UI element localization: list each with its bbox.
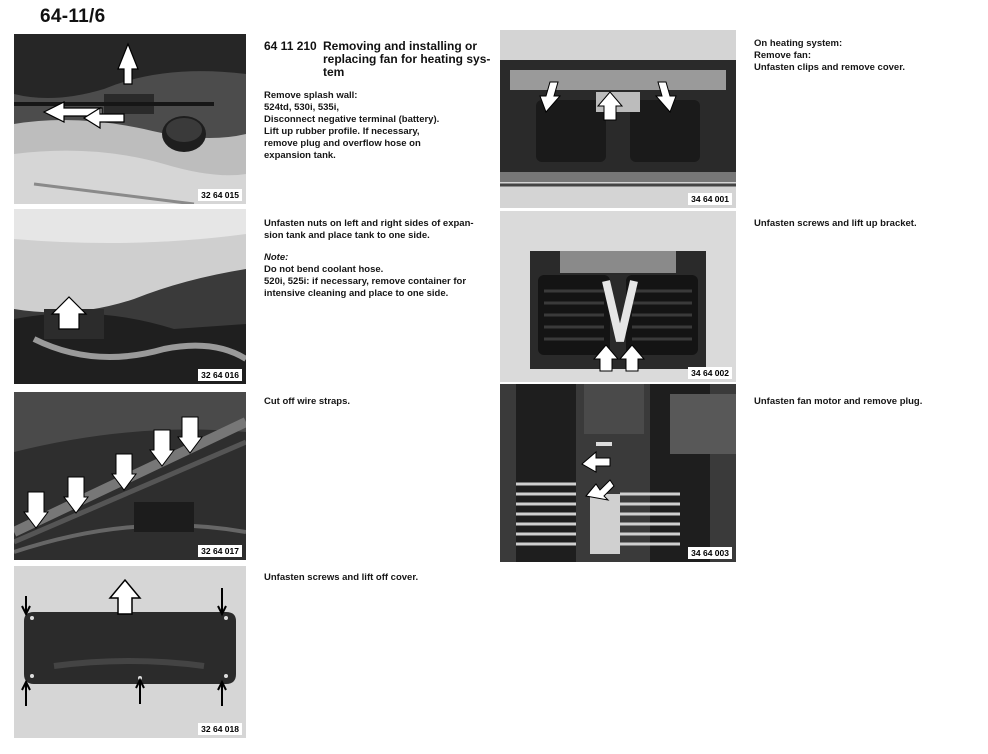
heater-fan-cover-photo bbox=[500, 30, 736, 208]
step-line: Cut off wire straps. bbox=[264, 396, 351, 407]
expansion-tank-nuts-photo bbox=[14, 209, 246, 384]
step-text-1 bbox=[264, 90, 494, 162]
step-text-7 bbox=[754, 396, 974, 408]
figure-label: 34 64 001 bbox=[688, 193, 732, 205]
step-line: Remove fan: bbox=[754, 50, 812, 61]
step-text-3 bbox=[264, 396, 494, 408]
title-line: tem bbox=[323, 65, 345, 79]
step-line: expansion tank. bbox=[264, 150, 336, 161]
step-line: Unfasten screws and lift up bracket. bbox=[754, 218, 917, 229]
figure-label: 32 64 015 bbox=[198, 189, 242, 201]
step-text-4 bbox=[264, 572, 494, 584]
step-line: Remove splash wall: bbox=[264, 90, 358, 101]
step-line: 524td, 530i, 535i, bbox=[264, 102, 339, 113]
step-line: Disconnect negative terminal (battery). bbox=[264, 114, 440, 125]
figure-label: 32 64 017 bbox=[198, 545, 242, 557]
page-number: 64-11/6 bbox=[40, 6, 106, 27]
note-line: intensive cleaning and place to one side. bbox=[264, 288, 449, 299]
figure-32-64-018 bbox=[14, 566, 246, 738]
note-line: 520i, 525i: if necessary, remove container for bbox=[264, 276, 467, 287]
title-line: replacing fan for heating sys- bbox=[323, 52, 491, 66]
step-text-2 bbox=[264, 218, 496, 300]
step-line: Unfasten fan motor and remove plug. bbox=[754, 396, 923, 407]
figure-label: 32 64 016 bbox=[198, 369, 242, 381]
step-text-5 bbox=[754, 38, 974, 74]
step-line: Unfasten nuts on left and right sides of expan- bbox=[264, 218, 474, 229]
figure-label: 34 64 002 bbox=[688, 367, 732, 379]
figure-32-64-017 bbox=[14, 392, 246, 560]
fan-bracket-photo bbox=[500, 211, 736, 382]
step-line: Lift up rubber profile. If necessary, bbox=[264, 126, 420, 137]
figure-32-64-015 bbox=[14, 34, 246, 204]
step-line: remove plug and overflow hose on bbox=[264, 138, 421, 149]
fan-motor-plug-photo bbox=[500, 384, 736, 562]
step-line: Unfasten clips and remove cover. bbox=[754, 62, 906, 73]
note-line: Do not bend coolant hose. bbox=[264, 264, 384, 275]
section-title bbox=[323, 40, 503, 79]
step-line: On heating system: bbox=[754, 38, 843, 49]
figure-34-64-003 bbox=[500, 384, 736, 562]
wire-straps-photo bbox=[14, 392, 246, 560]
note-label: Note: bbox=[264, 252, 289, 263]
step-line: sion tank and place tank to one side. bbox=[264, 230, 430, 241]
figure-32-64-016 bbox=[14, 209, 246, 384]
engine-bay-expansion-tank-photo bbox=[14, 34, 246, 204]
title-line: Removing and installing or bbox=[323, 39, 478, 53]
figure-label: 32 64 018 bbox=[198, 723, 242, 735]
figure-34-64-001 bbox=[500, 30, 736, 208]
figure-34-64-002 bbox=[500, 211, 736, 382]
step-text-6 bbox=[754, 218, 974, 230]
section-code: 64 11 210 bbox=[264, 39, 317, 53]
step-line: Unfasten screws and lift off cover. bbox=[264, 572, 419, 583]
figure-label: 34 64 003 bbox=[688, 547, 732, 559]
cover-diagram-photo bbox=[14, 566, 246, 738]
